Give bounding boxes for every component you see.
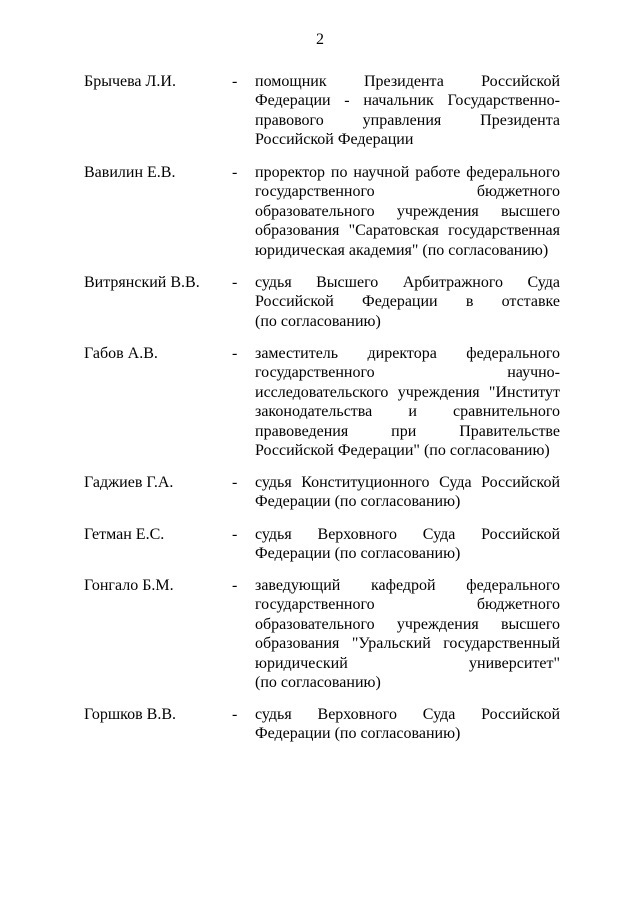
position-line: (по согласованию) (255, 673, 381, 691)
person-name: Брычева Л.И. (84, 73, 176, 90)
dash-separator: - (232, 345, 238, 362)
position-description (255, 72, 560, 150)
position-line: Федерации (по согласованию) (255, 493, 461, 511)
person-name: Гонгало Б.М. (84, 577, 174, 594)
position-description (255, 473, 560, 512)
dash-separator: - (232, 474, 238, 491)
position-line: государственного бюджетного (255, 596, 560, 614)
position-line: помощник Президента Российской (255, 73, 560, 90)
page-number: 2 (316, 31, 324, 48)
position-line: образовательного учреждения высшего (255, 202, 560, 220)
position-line: Федерации (по согласованию) (255, 545, 461, 563)
position-line: заведующий кафедрой федерального (255, 577, 560, 594)
position-line: образования "Саратовская государственная (255, 222, 560, 240)
dash-separator: - (232, 164, 238, 181)
position-description (255, 344, 560, 460)
position-description (255, 576, 560, 692)
position-line: проректор по научной работе федерального (255, 164, 560, 181)
position-line: юридический университет" (255, 654, 560, 672)
position-description (255, 525, 560, 564)
position-line: Российской Федерации" (по согласованию) (255, 441, 550, 459)
position-line: Федерации (по согласованию) (255, 725, 461, 743)
person-name: Горшков В.В. (84, 706, 177, 723)
position-line: государственного бюджетного (255, 183, 560, 201)
position-description (255, 163, 560, 260)
dash-separator: - (232, 73, 238, 90)
position-line: правоведения при Правительстве (255, 422, 560, 440)
position-line: (по согласованию) (255, 312, 381, 330)
position-line: исследовательского учреждения "Институт (255, 383, 560, 401)
position-line: судья Конституционного Суда Российской (255, 474, 560, 491)
position-line: юридическая академия" (по согласованию) (255, 241, 549, 259)
position-line: Российской Федерации (255, 131, 414, 149)
position-line: судья Высшего Арбитражного Суда (255, 274, 560, 291)
position-line: законодательства и сравнительного (255, 403, 560, 421)
position-line: Федерации - начальник Государственно- (255, 92, 560, 110)
dash-separator: - (232, 706, 238, 723)
dash-separator: - (232, 526, 238, 543)
dash-separator: - (232, 577, 238, 594)
position-description (255, 705, 560, 744)
dash-separator: - (232, 274, 238, 291)
position-line: судья Верховного Суда Российской (255, 706, 560, 723)
position-line: правового управления Президента (255, 111, 560, 129)
person-name: Гетман Е.С. (84, 526, 165, 543)
person-name: Вавилин Е.В. (84, 164, 176, 181)
position-line: Российской Федерации в отставке (255, 293, 560, 311)
position-line: заместитель директора федерального (255, 345, 560, 362)
person-name: Габов А.В. (84, 345, 158, 362)
position-line: образовательного учреждения высшего (255, 615, 560, 633)
position-description (255, 273, 560, 331)
person-name: Гаджиев Г.А. (84, 474, 174, 491)
position-line: судья Верховного Суда Российской (255, 526, 560, 543)
position-line: образования "Уральский государственный (255, 635, 560, 653)
person-name: Витрянский В.В. (84, 274, 200, 291)
position-line: государственного научно- (255, 364, 560, 382)
